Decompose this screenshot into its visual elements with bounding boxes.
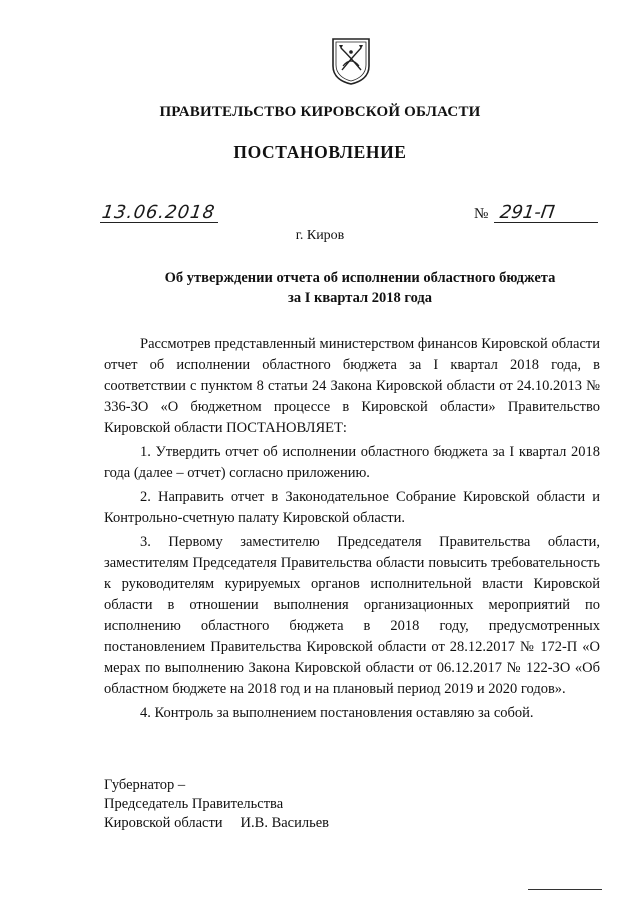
date-underline (100, 222, 218, 223)
government-title: ПРАВИТЕЛЬСТВО КИРОВСКОЙ ОБЛАСТИ (159, 104, 481, 120)
item-2: 2. Направить отчет в Законодательное Собрание Кировской области и Контрольно-счетную палату Кировской области. (104, 489, 600, 526)
document-subject (120, 268, 600, 308)
document-type: ПОСТАНОВЛЕНИЕ (233, 142, 407, 162)
footer-rule (528, 889, 602, 890)
subject-line-2: за I квартал 2018 года (288, 290, 432, 306)
document-body (104, 334, 600, 727)
number-sign: № (474, 206, 489, 222)
item-3: 3. Первому заместителю Председателя Правительства области, заместителям Председателя Правительства области повысить требовательность к руководителям курируемых органов исполнительной власти Кировской области в отношении выполнения организационных мероприятий по исполнению областного бюджета в 2018 году, предусмотренных постановлением Правительства Кировской области от 28.12.2017 № 172-П «О мерах по выполнению Закона Кировской области от 06.12.2017 № 122-ЗО «Об областном бюджете на 2018 год и на плановый период 2019 и 2020 годов». (104, 534, 600, 697)
coat-of-arms-icon (330, 36, 372, 86)
document-number: 291-П (498, 202, 556, 223)
intro-paragraph: Рассмотрев представленный министерством финансов Кировской области отчет об исполнении областного бюджета за I квартал 2018 года, в соответствии с пунктом 8 статьи 24 Закона Кировской области от 24.10.2013 № 336-ЗО «О бюджетном процессе в Кировской области» Правительство Кировской области ПОСТАНОВЛЯЕТ: (104, 336, 600, 436)
signature-line-3-wrap (104, 814, 329, 833)
signature-line-2: Председатель Правительства (104, 796, 284, 812)
document-date: 13.06.2018 (100, 202, 217, 223)
signature-line-3: Кировской области (104, 815, 223, 831)
signer-name: И.В. Васильев (240, 815, 329, 831)
signature-line-1: Губернатор – (104, 777, 186, 793)
subject-line-1: Об утверждении отчета об исполнении областного бюджета (164, 270, 556, 286)
item-4: 4. Контроль за выполнением постановления оставляю за собой. (140, 705, 534, 721)
city: г. Киров (295, 228, 345, 243)
signature-block (104, 776, 329, 833)
number-underline (494, 222, 598, 223)
item-1: 1. Утвердить отчет об исполнении областного бюджета за I квартал 2018 года (далее – отчет) согласно приложению. (104, 444, 600, 481)
